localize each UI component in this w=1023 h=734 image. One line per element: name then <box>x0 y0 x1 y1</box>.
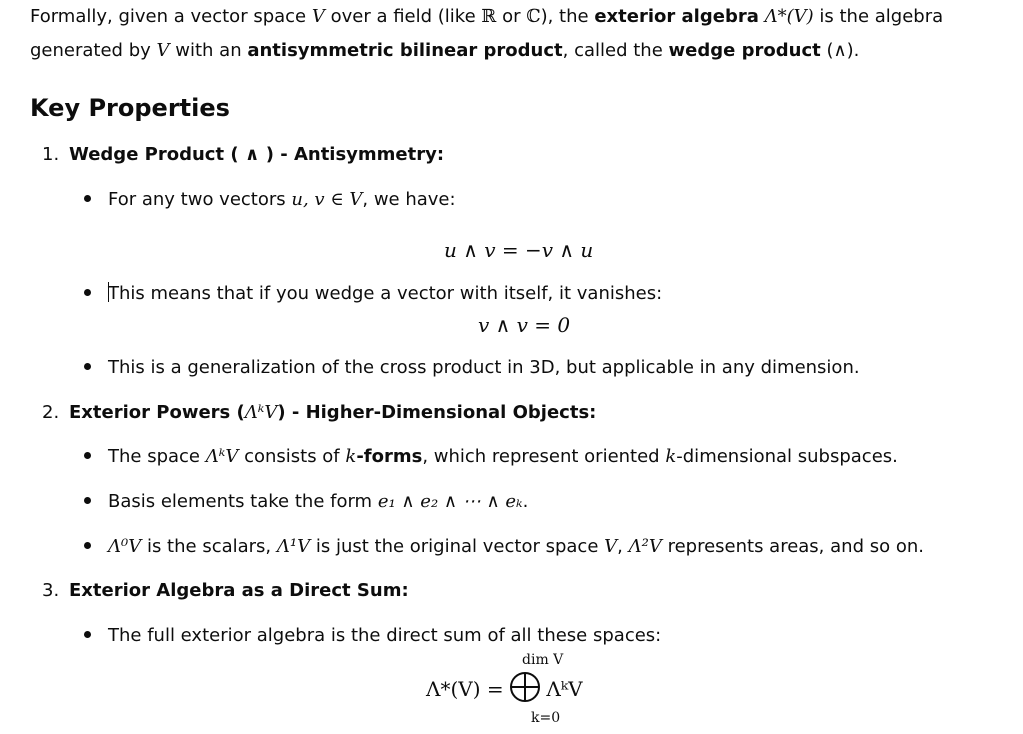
list-item-title: Exterior Powers (ΛᵏV) - Higher-Dimensional Objects: <box>69 402 597 423</box>
equation-direct-sum: Λ*(V) = ΛᵏV <box>426 672 583 706</box>
section-heading: Key Properties <box>30 94 230 122</box>
intro-text: (∧). <box>826 40 860 61</box>
math-R: ℝ <box>481 6 497 27</box>
list-number: 1. <box>42 144 60 165</box>
bullet-icon <box>84 619 94 629</box>
intro-text: generated by <box>30 40 151 61</box>
bullet-text: Λ⁰V is the scalars, Λ¹V is just the original vector space V, Λ²V represents areas, and so on. <box>108 536 924 557</box>
list-number: 3. <box>42 580 60 601</box>
intro-text: with an <box>175 40 242 61</box>
intro-text: is the algebra <box>819 6 944 27</box>
intro-text: , called the <box>562 40 663 61</box>
intro-text: ), the <box>540 6 589 27</box>
sum-upper-limit: dim V <box>522 652 564 668</box>
term-wedge-product: wedge product <box>668 40 821 61</box>
intro-paragraph <box>30 0 990 68</box>
sum-lower-limit: k=0 <box>531 710 561 726</box>
intro-text: over a field (like <box>330 6 476 27</box>
intro-text: or <box>502 6 521 27</box>
bullet-icon <box>84 183 94 193</box>
bullet-icon <box>84 440 94 450</box>
equation-vanish: v ∧ v = 0 <box>478 313 571 337</box>
bullet-text: The space ΛᵏV consists of k-forms, which represent oriented k-dimensional subspaces. <box>108 446 898 467</box>
term-antisymmetric: antisymmetric bilinear product <box>247 40 563 61</box>
math-lambda-star: Λ*(V) <box>764 6 814 27</box>
bullet-icon <box>84 277 94 287</box>
bullet-text: This is a generalization of the cross product in 3D, but applicable in any dimension. <box>108 357 860 378</box>
bullet-text: Basis elements take the form e₁ ∧ e₂ ∧ ⋯ ∧ eₖ. <box>108 491 529 512</box>
bullet-text: This means that if you wedge a vector with itself, it vanishes: <box>108 283 663 304</box>
equation-antisymmetry: u ∧ v = −v ∧ u <box>444 238 594 262</box>
bullet-icon <box>84 530 94 540</box>
list-number: 2. <box>42 402 60 423</box>
math-C: ℂ <box>526 6 541 27</box>
intro-text: Formally, given a vector space <box>30 6 307 27</box>
bullet-icon <box>84 485 94 495</box>
list-item-title: Wedge Product ( ∧ ) - Antisymmetry: <box>69 144 445 165</box>
math-V: V <box>156 40 170 61</box>
direct-sum-icon <box>510 672 540 702</box>
bullet-text: The full exterior algebra is the direct sum of all these spaces: <box>108 625 662 646</box>
bullet-icon <box>84 351 94 361</box>
list-item-title: Exterior Algebra as a Direct Sum: <box>69 580 409 601</box>
bullet-text: For any two vectors u, v ∈ V, we have: <box>108 189 456 210</box>
term-exterior-algebra: exterior algebra <box>594 6 759 27</box>
math-V: V <box>311 6 325 27</box>
